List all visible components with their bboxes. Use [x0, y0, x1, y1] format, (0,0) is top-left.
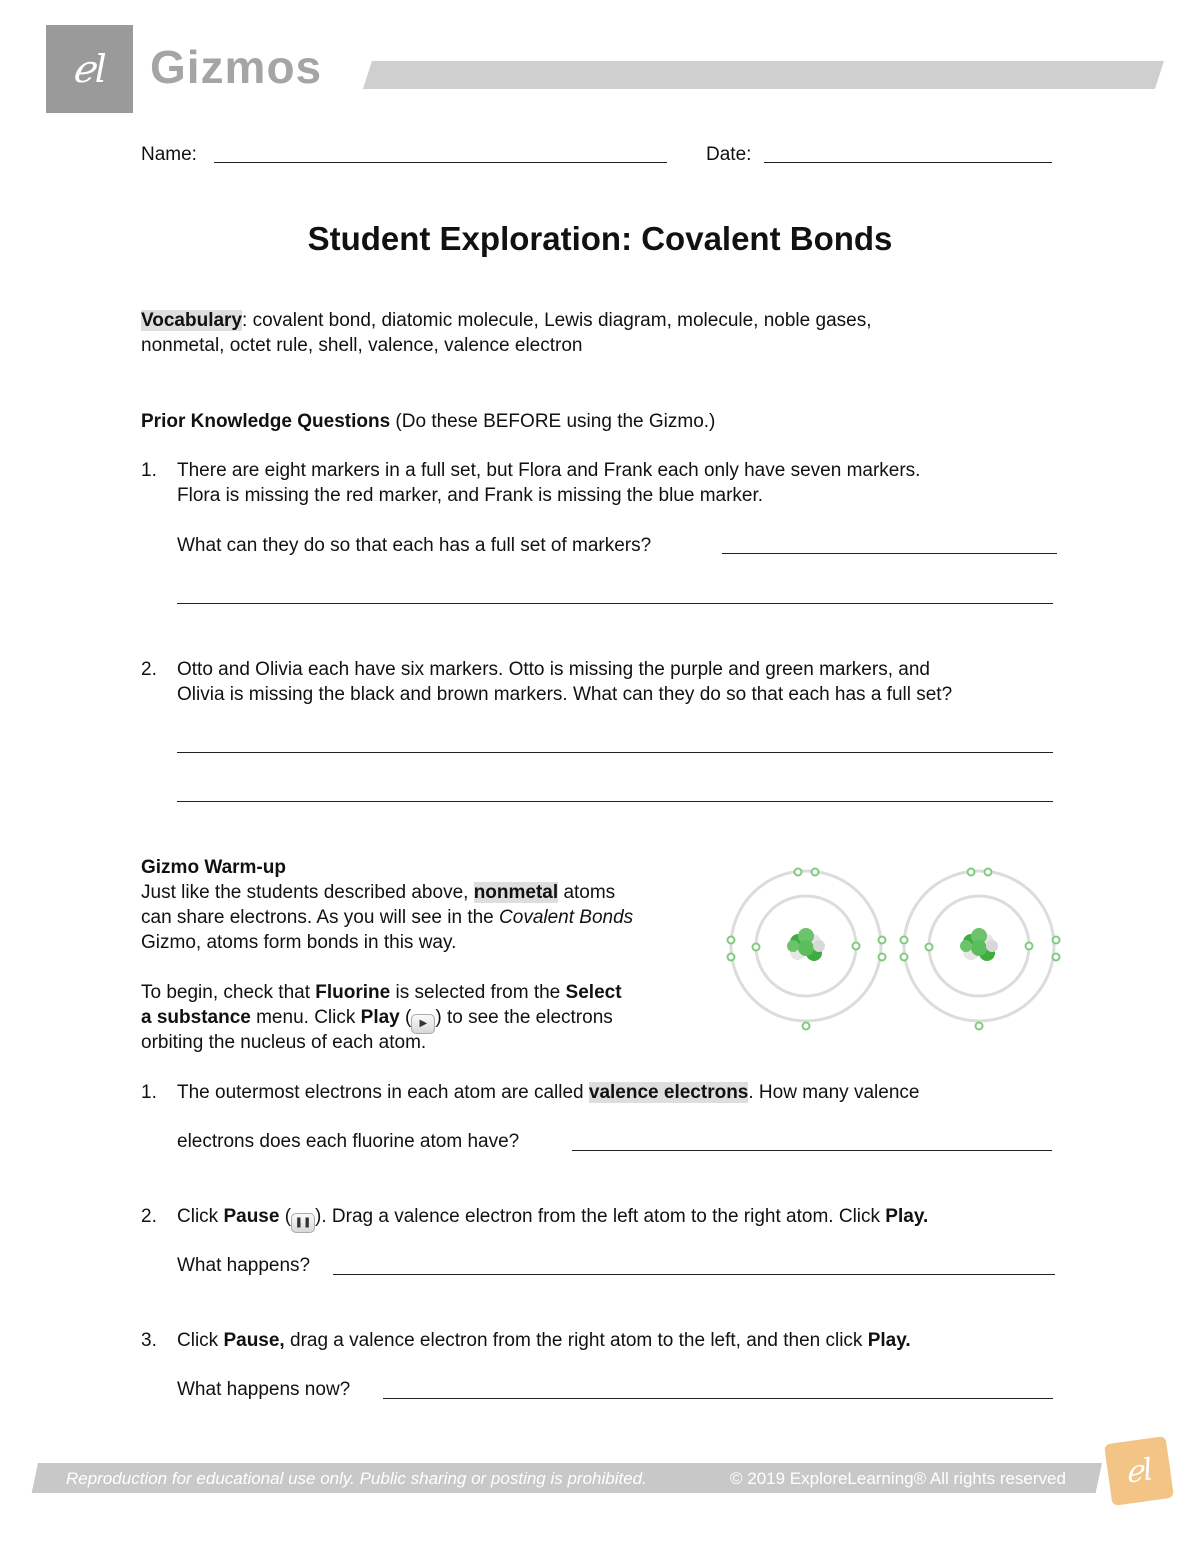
prior-q1-line-1: There are eight markers in a full set, but Flora and Frank each only have seven markers. [177, 460, 921, 481]
warmup-q1-text-a: The outermost electrons in each atom are called [177, 1082, 584, 1103]
vocabulary-list-2: nonmetal, octet rule, shell, valence, valence electron [141, 335, 583, 356]
vocabulary-line-1 [141, 310, 871, 332]
prior-q1-number: 1. [141, 460, 157, 481]
warmup-q2-line-1: Click Pause ( ❚❚ ). Drag a valence electron from the left atom to the right atom. Click Play. [177, 1206, 928, 1233]
prior-q2-line-2: Olivia is missing the black and brown markers. What can they do so that each has a full set? [177, 684, 953, 705]
warmup-q1-answer-line[interactable] [572, 1150, 1052, 1151]
warmup-q2-number: 2. [141, 1206, 157, 1227]
right-nucleus [960, 928, 998, 961]
fluorine-atoms-illustration [720, 862, 1065, 1032]
prior-heading-text: Prior Knowledge Questions [141, 411, 391, 432]
right-fluorine-atom [901, 869, 1060, 1030]
select-term: Select [565, 982, 622, 1003]
date-label: Date: [706, 144, 752, 165]
header-bar [363, 61, 1164, 89]
warmup-q3-line-1 [177, 1330, 911, 1352]
warmup-q2-answer-line[interactable] [333, 1274, 1055, 1275]
warmup-p1-line-2 [141, 907, 633, 929]
pause-term: Pause [223, 1206, 280, 1227]
name-answer-line[interactable] [214, 162, 667, 163]
warmup-p1-text-b: atoms [563, 882, 616, 903]
warmup-p1-line-1 [141, 882, 615, 904]
warmup-q3-prompt: What happens now? [177, 1379, 351, 1400]
pause-icon: ❚❚ [291, 1213, 315, 1233]
footer-copyright: © 2019 ExploreLearning® All rights reserved [730, 1469, 1066, 1488]
vocabulary-list-1: : covalent bond, diatomic molecule, Lewis diagram, molecule, noble gases, [242, 310, 872, 331]
warmup-p1-text-a: Just like the students described above, [141, 882, 469, 903]
warmup-p1-line2-text: can share electrons. As you will see in the [141, 907, 494, 928]
warmup-p2-line-3: orbiting the nucleus of each atom. [141, 1032, 427, 1053]
warmup-heading-text: Gizmo Warm-up [141, 857, 286, 878]
warmup-p2-text-a: To begin, check that [141, 982, 310, 1003]
warmup-q1-line-1 [177, 1082, 919, 1104]
footer-disclaimer: Reproduction for educational use only. Public sharing or posting is prohibited. [66, 1469, 647, 1488]
warmup-p2-line-1 [141, 982, 622, 1004]
prior-q2-answer-line-1[interactable] [177, 752, 1053, 753]
warmup-q3-answer-line[interactable] [383, 1398, 1053, 1399]
warmup-q1-prompt: electrons does each fluorine atom have? [177, 1131, 520, 1152]
valence-electrons-term: valence electrons [588, 1082, 749, 1103]
warmup-q3-number: 3. [141, 1330, 157, 1351]
prior-q1-line-2: Flora is missing the red marker, and Frank is missing the blue marker. [177, 485, 764, 506]
warmup-p2-line-2: a substance menu. Click Play ( ▶ ) to see the electrons [141, 1007, 613, 1034]
prior-q1-prompt: What can they do so that each has a full set of markers? [177, 535, 652, 556]
brand-name: Gizmos [150, 41, 323, 93]
date-answer-line[interactable] [764, 162, 1052, 163]
prior-q2-answer-line-2[interactable] [177, 801, 1053, 802]
nonmetal-term: nonmetal [473, 882, 559, 903]
warmup-q2-text-a: Click [177, 1206, 219, 1227]
prior-q1-answer-line-1[interactable] [722, 553, 1057, 554]
gizmos-logo: ℯl [46, 25, 133, 113]
substance-term: a substance [141, 1007, 251, 1028]
left-nucleus [787, 928, 825, 961]
warmup-q1-text-b: . How many valence [748, 1082, 920, 1103]
warmup-heading [141, 857, 286, 879]
fluorine-term: Fluorine [315, 982, 391, 1003]
warmup-p2-text-c: menu. Click [256, 1007, 356, 1028]
warmup-p1-line-3: Gizmo, atoms form bonds in this way. [141, 932, 457, 953]
warmup-p2-text-d: ) to see the electrons [435, 1007, 613, 1028]
pause-term: Pause, [223, 1330, 285, 1351]
prior-q2-number: 2. [141, 659, 157, 680]
name-label: Name: [141, 144, 197, 165]
warmup-q2-prompt: What happens? [177, 1255, 311, 1276]
covalent-bonds-gizmo-name: Covalent Bonds [499, 907, 634, 928]
page-title: Student Exploration: Covalent Bonds [307, 220, 893, 257]
play-term: Play. [885, 1206, 929, 1227]
warmup-q1-number: 1. [141, 1082, 157, 1103]
prior-knowledge-heading [141, 411, 715, 433]
play-term: Play. [867, 1330, 911, 1351]
warmup-q2-text-b: ). Drag a valence electron from the left atom to the right atom. Click [315, 1206, 881, 1227]
prior-heading-note: (Do these BEFORE using the Gizmo.) [390, 411, 716, 432]
vocabulary-label: Vocabulary [141, 310, 243, 331]
explorelearning-logo: ℯl [1104, 1436, 1174, 1506]
play-term: Play [360, 1007, 400, 1028]
prior-q1-answer-line-2[interactable] [177, 603, 1053, 604]
play-icon: ▶ [411, 1014, 435, 1034]
warmup-p2-text-b: is selected from the [395, 982, 561, 1003]
prior-q2-line-1: Otto and Olivia each have six markers. Otto is missing the purple and green markers, and [177, 659, 930, 680]
warmup-q3-text-a: Click [177, 1330, 219, 1351]
warmup-q3-text-b: drag a valence electron from the right atom to the left, and then click [290, 1330, 863, 1351]
left-fluorine-atom [728, 869, 886, 1030]
